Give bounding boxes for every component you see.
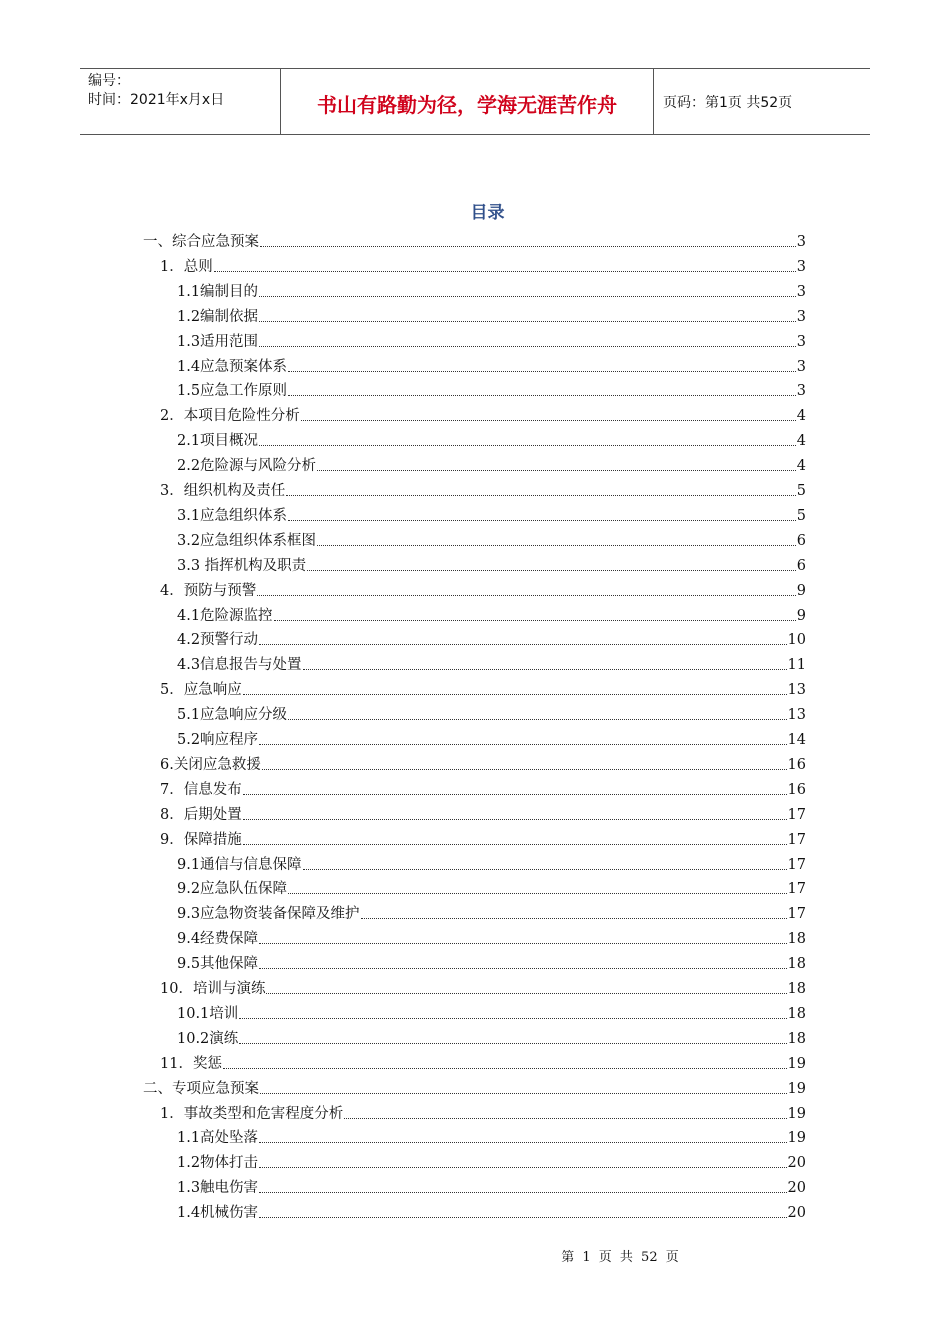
toc-leader-dots <box>288 519 796 521</box>
toc-entry-page: 9 <box>796 582 806 599</box>
toc-entry-page: 20 <box>787 1180 806 1197</box>
toc-entry[interactable] <box>177 1023 806 1048</box>
toc-entry-label: 5.1应急响应分级 <box>177 707 288 724</box>
header-meta <box>80 69 281 134</box>
toc-entry[interactable] <box>177 948 806 973</box>
toc-entry-label: 1.2物体打击 <box>177 1155 259 1172</box>
toc-leader-dots <box>303 868 787 870</box>
toc-entry-label: 6.关闭应急救援 <box>160 756 261 773</box>
toc-entry-label: 9.3应急物资装备保障及维护 <box>177 906 360 923</box>
toc-entry[interactable] <box>160 674 806 699</box>
toc-entry-page: 17 <box>787 831 806 848</box>
toc-entry-label: 5.2响应程序 <box>177 732 259 748</box>
toc-entry-page: 16 <box>787 781 806 798</box>
toc-entry-label: 二、专项应急预案 <box>143 1080 259 1097</box>
toc-entry-page: 4 <box>796 433 806 450</box>
toc-entry-page: 20 <box>787 1155 806 1172</box>
toc-entry-label: 2.1项目概况 <box>177 433 259 450</box>
toc-entry[interactable] <box>177 375 806 400</box>
toc-entry-page: 5 <box>796 483 806 499</box>
page-header <box>80 68 870 135</box>
toc-entry[interactable] <box>177 550 806 575</box>
toc-entry[interactable] <box>177 624 806 649</box>
toc-entry[interactable] <box>160 251 806 276</box>
toc-leader-dots <box>317 469 796 471</box>
toc-leader-dots <box>243 818 787 820</box>
toc-entry-label: 9．保障措施 <box>160 831 242 848</box>
toc-leader-dots <box>243 843 787 845</box>
toc-entry-label: 9.2应急队伍保障 <box>177 881 288 898</box>
toc-entry-label: 5．应急响应 <box>160 682 242 699</box>
toc-leader-dots <box>259 320 796 322</box>
toc-entry-label: 3．组织机构及责任 <box>160 483 286 499</box>
toc-entry[interactable] <box>160 400 806 425</box>
toc-entry-page: 3 <box>796 333 806 350</box>
toc-entry[interactable] <box>143 226 806 251</box>
toc-entry[interactable] <box>177 326 806 351</box>
toc-entry-label: 1.4机械伤害 <box>177 1205 259 1222</box>
toc-leader-dots <box>303 668 787 670</box>
toc-leader-dots <box>288 892 786 894</box>
toc-entry-label: 4.2预警行动 <box>177 632 259 649</box>
toc-entry-page: 3 <box>796 234 806 250</box>
toc-leader-dots <box>243 693 787 695</box>
toc-leader-dots <box>288 370 796 372</box>
toc-leader-dots <box>259 1166 786 1168</box>
toc-entry[interactable] <box>177 600 806 625</box>
toc-entry-label: 7．信息发布 <box>160 781 242 798</box>
toc-entry[interactable] <box>160 774 806 799</box>
toc-leader-dots <box>239 1017 786 1019</box>
toc-entry-page: 3 <box>796 283 806 300</box>
toc-entry-label: 2．本项目危险性分析 <box>160 408 300 425</box>
toc-entry-page: 3 <box>796 383 806 400</box>
toc-entry-page: 4 <box>796 458 806 475</box>
toc-entry-label: 9.5其他保障 <box>177 956 259 973</box>
toc-leader-dots <box>259 1191 786 1193</box>
toc-entry[interactable] <box>160 749 806 774</box>
toc-leader-dots <box>259 345 796 347</box>
toc-entry-page: 3 <box>796 308 806 325</box>
toc-entry-label: 9.4经费保障 <box>177 931 259 948</box>
toc-leader-dots <box>259 1141 786 1143</box>
toc-entry-page: 18 <box>787 956 806 973</box>
toc-entry[interactable] <box>143 1073 806 1098</box>
toc-leader-dots <box>288 718 786 720</box>
toc-entry[interactable] <box>177 649 806 674</box>
toc-entry-page: 17 <box>787 856 806 873</box>
toc-entry-page: 10 <box>787 632 806 649</box>
toc-entry[interactable] <box>177 450 806 475</box>
toc-entry[interactable] <box>177 500 806 525</box>
toc-entry[interactable] <box>177 699 806 724</box>
toc-entry[interactable] <box>160 575 806 600</box>
toc-leader-dots <box>214 270 796 272</box>
toc-entry[interactable] <box>177 1147 806 1172</box>
toc-entry-page: 18 <box>787 1005 806 1022</box>
toc-entry[interactable] <box>177 1122 806 1147</box>
toc-leader-dots <box>274 619 796 621</box>
toc-leader-dots <box>260 1092 787 1094</box>
toc-entry-page: 20 <box>787 1205 806 1222</box>
toc-leader-dots <box>259 967 786 969</box>
header-motto: 书山有路勤为径，学海无涯苦作舟 <box>281 69 654 134</box>
toc-entry-label: 2.2危险源与风险分析 <box>177 458 317 475</box>
toc-entry-label: 4．预防与预警 <box>160 582 257 599</box>
toc-entry-page: 11 <box>787 657 806 674</box>
toc-entry-page: 9 <box>796 607 806 624</box>
toc-entry-label: 3.3 指挥机构及职责 <box>177 557 307 574</box>
toc-leader-dots <box>259 444 796 446</box>
toc-leader-dots <box>301 419 796 421</box>
toc-leader-dots <box>344 1117 786 1119</box>
toc-entry-label: 4.1危险源监控 <box>177 607 273 624</box>
toc-entry-label: 1.1高处坠落 <box>177 1130 259 1147</box>
toc-leader-dots <box>259 295 796 297</box>
toc-leader-dots <box>361 917 787 919</box>
toc-leader-dots <box>317 544 796 546</box>
toc-entry-page: 19 <box>787 1080 806 1097</box>
toc-entry-label: 3.1应急组织体系 <box>177 507 288 524</box>
toc-entry-page: 17 <box>787 906 806 923</box>
toc-entry[interactable] <box>177 425 806 450</box>
toc-leader-dots <box>266 992 786 994</box>
toc-leader-dots <box>262 768 787 770</box>
toc-entry-label: 一、综合应急预案 <box>143 234 259 250</box>
header-page-info: 页码：第1页 共52页 <box>663 94 793 111</box>
toc-entry-page: 18 <box>787 981 806 997</box>
toc-entry-page: 3 <box>796 358 806 375</box>
toc-leader-dots <box>307 569 796 571</box>
toc-entry-label: 1.3适用范围 <box>177 333 259 350</box>
toc-entry[interactable] <box>160 973 806 998</box>
toc-entry-page: 6 <box>796 557 806 574</box>
toc-entry-label: 11．奖惩 <box>160 1055 222 1072</box>
toc-leader-dots <box>223 1067 787 1069</box>
toc-entry-page: 18 <box>787 931 806 948</box>
toc-leader-dots <box>259 643 786 645</box>
toc-leader-dots <box>288 394 796 396</box>
toc-entry-page: 3 <box>796 258 806 275</box>
toc-entry-page: 17 <box>787 881 806 898</box>
toc-leader-dots <box>259 1216 786 1218</box>
toc-entry-page: 13 <box>787 682 806 699</box>
toc-entry-page: 13 <box>787 707 806 724</box>
toc-entry[interactable] <box>177 998 806 1023</box>
toc-entry[interactable] <box>177 1172 806 1197</box>
toc-entry-label: 10．培训与演练 <box>160 981 266 997</box>
toc-entry-label: 10.1培训 <box>177 1005 239 1022</box>
toc-entry-label: 9.1通信与信息保障 <box>177 856 302 873</box>
toc-entry-label: 1.2编制依据 <box>177 308 259 325</box>
toc-leader-dots <box>286 494 796 496</box>
toc-entry[interactable] <box>177 873 806 898</box>
toc-entry-page: 5 <box>796 507 806 524</box>
toc-entry-page: 19 <box>787 1105 806 1122</box>
toc-entry[interactable] <box>160 824 806 849</box>
toc-entry-page: 18 <box>787 1030 806 1047</box>
toc-entry[interactable] <box>177 724 806 749</box>
toc-leader-dots <box>257 594 796 596</box>
toc-leader-dots <box>259 743 786 745</box>
page-footer: 第 1 页 共 52 页 <box>561 1250 679 1265</box>
toc-entry[interactable] <box>177 849 806 874</box>
toc-entry-label: 1．事故类型和危害程度分析 <box>160 1105 344 1122</box>
toc-entry-label: 8．后期处置 <box>160 806 242 823</box>
toc-entry-page: 14 <box>787 732 806 748</box>
toc-entry-label: 1.3触电伤害 <box>177 1180 259 1197</box>
toc-entry[interactable] <box>177 301 806 326</box>
toc-leader-dots <box>243 793 787 795</box>
toc-entry-label: 1.4应急预案体系 <box>177 358 288 375</box>
toc-entry[interactable] <box>177 1197 806 1222</box>
toc-entry[interactable] <box>177 923 806 948</box>
toc-entry-page: 16 <box>787 756 806 773</box>
toc-entry[interactable] <box>160 475 806 500</box>
toc-entry-page: 6 <box>796 532 806 549</box>
toc-entry-label: 3.2应急组织体系框图 <box>177 532 317 549</box>
toc-entry[interactable] <box>177 898 806 923</box>
toc-entry-label: 10.2演练 <box>177 1030 239 1047</box>
number-label: 编号： <box>88 73 130 89</box>
toc-entry-label: 4.3信息报告与处置 <box>177 657 302 674</box>
toc-entry-label: 1.1编制目的 <box>177 283 259 300</box>
time-label: 时间：2021年x月x日 <box>88 92 225 108</box>
toc-entry-page: 4 <box>796 408 806 425</box>
toc-entry-page: 19 <box>787 1055 806 1072</box>
toc-entry[interactable] <box>177 276 806 301</box>
toc-entry[interactable] <box>177 525 806 550</box>
toc-entry[interactable] <box>160 1048 806 1073</box>
toc-entry[interactable] <box>160 1098 806 1123</box>
toc-entry-label: 1.5应急工作原则 <box>177 383 288 400</box>
toc-entry[interactable] <box>177 351 806 376</box>
toc-title: 目录 <box>470 203 505 223</box>
toc-leader-dots <box>259 942 786 944</box>
toc-leader-dots <box>239 1042 786 1044</box>
toc-leader-dots <box>260 245 796 247</box>
toc-entry-page: 17 <box>787 806 806 823</box>
toc-entry-label: 1．总则 <box>160 258 213 275</box>
toc-entry-page: 19 <box>787 1130 806 1147</box>
toc-entry[interactable] <box>160 799 806 824</box>
